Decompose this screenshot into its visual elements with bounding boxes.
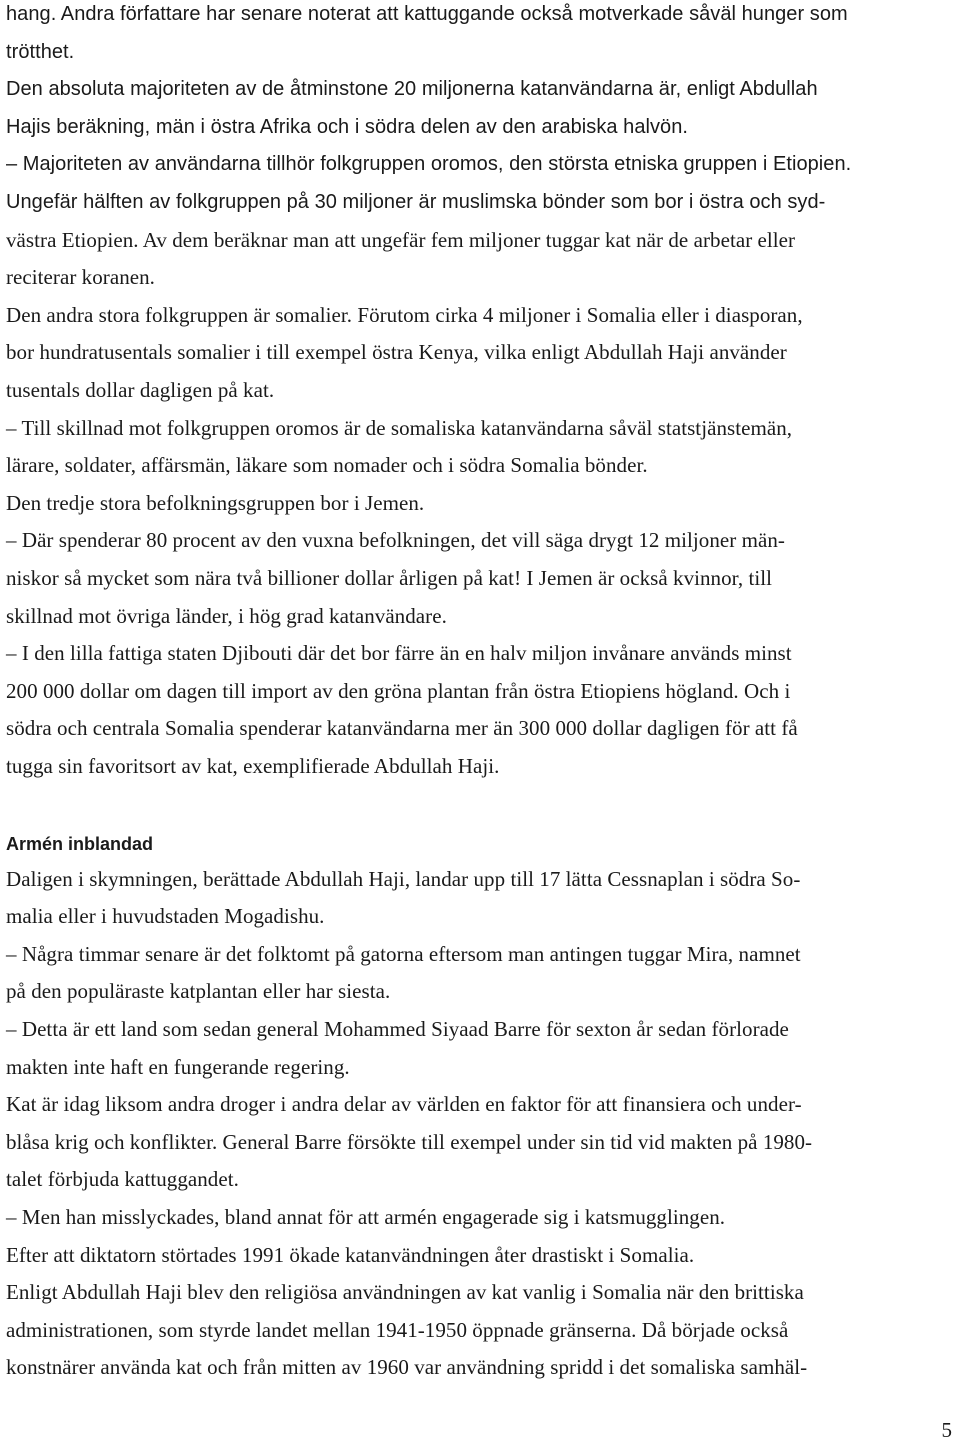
body-text-line: niskor så mycket som nära två billioner dollar årligen på kat! I Jemen är också kvinnor, till: [6, 565, 773, 590]
body-text-line: lärare, soldater, affärsmän, läkare som nomader och i södra Somalia bönder.: [6, 453, 648, 478]
body-text-line: Daligen i skymningen, berättade Abdullah Haji, landar upp till 17 lätta Cessnaplan i södra So-: [6, 866, 801, 891]
body-text-line: malia eller i huvudstaden Mogadishu.: [6, 904, 325, 929]
body-text-line: – Där spenderar 80 procent av den vuxna befolkningen, det vill säga drygt 12 miljoner män-: [6, 528, 785, 553]
section-heading: Armén inblandad: [6, 834, 154, 855]
body-text-line: – Detta är ett land som sedan general Mohammed Siyaad Barre för sexton år sedan förlorade: [6, 1017, 789, 1042]
body-text-line: makten inte haft en fungerande regering.: [6, 1054, 350, 1079]
body-text-line: västra Etiopien. Av dem beräknar man att ungefär fem miljoner tuggar kat när de arbetar eller: [6, 227, 796, 252]
body-text-line: – Men han misslyckades, bland annat för att armén engagerade sig i katsmugglingen.: [6, 1205, 726, 1229]
body-text-line: Den absoluta majoriteten av de åtminstone 20 miljonerna katanvändarna är, enligt Abdullah: [6, 78, 818, 101]
body-text-line: Den andra stora folkgruppen är somalier. Förutom cirka 4 miljoner i Somalia eller i diasporan,: [6, 302, 803, 327]
body-text-line: tugga sin favoritsort av kat, exemplifierade Abdullah Haji.: [6, 753, 500, 778]
body-text-line: talet förbjuda kattuggandet.: [6, 1167, 239, 1192]
body-text-line: blåsa krig och konflikter. General Barre försökte till exempel under sin tid vid makten på 1980-: [6, 1129, 813, 1154]
body-text-line: Ungefär hälften av folkgruppen på 30 miljoner är muslimska bönder som bor i östra och syd-: [6, 190, 826, 213]
body-text-line: tusentals dollar dagligen på kat.: [6, 377, 275, 402]
paragraph-spacer: [6, 789, 954, 827]
body-text-line: Hajis beräkning, män i östra Afrika och i södra delen av den arabiska halvön.: [6, 115, 689, 138]
body-text-line: skillnad mot övriga länder, i hög grad katanvändare.: [6, 603, 447, 628]
body-text-line: hang. Andra författare har senare noterat att kattuggande också motverkade såväl hunger som: [6, 3, 848, 25]
body-text-line: trötthet.: [6, 40, 75, 63]
body-text-line: 200 000 dollar om dagen till import av den gröna plantan från östra Etiopiens högland. Och i: [6, 678, 791, 703]
body-text-line: södra och centrala Somalia spenderar katanvändarna mer än 300 000 dollar dagligen för att få: [6, 716, 798, 741]
body-text-line: bor hundratusentals somalier i till exempel östra Kenya, vilka enligt Abdullah Haji använder: [6, 340, 787, 365]
body-text-line: Enligt Abdullah Haji blev den religiösa användningen av kat vanlig i Somalia när den brittiska: [6, 1280, 804, 1305]
body-text-line: konstnärer använda kat och från mitten av 1960 var användning spridd i det somaliska samhäl-: [6, 1355, 808, 1380]
body-text-line: Den tredje stora befolkningsgruppen bor i Jemen.: [6, 490, 425, 515]
body-text-line: reciterar koranen.: [6, 265, 155, 290]
body-text-line: på den populäraste katplantan eller har siesta.: [6, 979, 391, 1004]
page-number: 5: [941, 1418, 952, 1442]
body-text-line: Kat är idag liksom andra droger i andra delar av världen en faktor för att finansiera och under-: [6, 1092, 802, 1117]
body-text-line: administrationen, som styrde landet mellan 1941-1950 öppnade gränserna. Då började också: [6, 1317, 789, 1342]
body-text-line: – Majoriteten av användarna tillhör folkgruppen oromos, den största etniska gruppen i Etiopien.: [6, 153, 852, 176]
document-page: [6, 0, 954, 1391]
body-text-line: – Några timmar senare är det folktomt på gatorna eftersom man antingen tuggar Mira, namnet: [6, 941, 801, 966]
body-text-line: Efter att diktatorn störtades 1991 ökade katanvändningen åter drastiskt i Somalia.: [6, 1242, 695, 1267]
body-text-line: – Till skillnad mot folkgruppen oromos är de somaliska katanvändarna såväl statstjänstemän,: [6, 415, 793, 440]
body-text-line: – I den lilla fattiga staten Djibouti där det bor färre än en halv miljon invånare används minst: [6, 641, 792, 666]
